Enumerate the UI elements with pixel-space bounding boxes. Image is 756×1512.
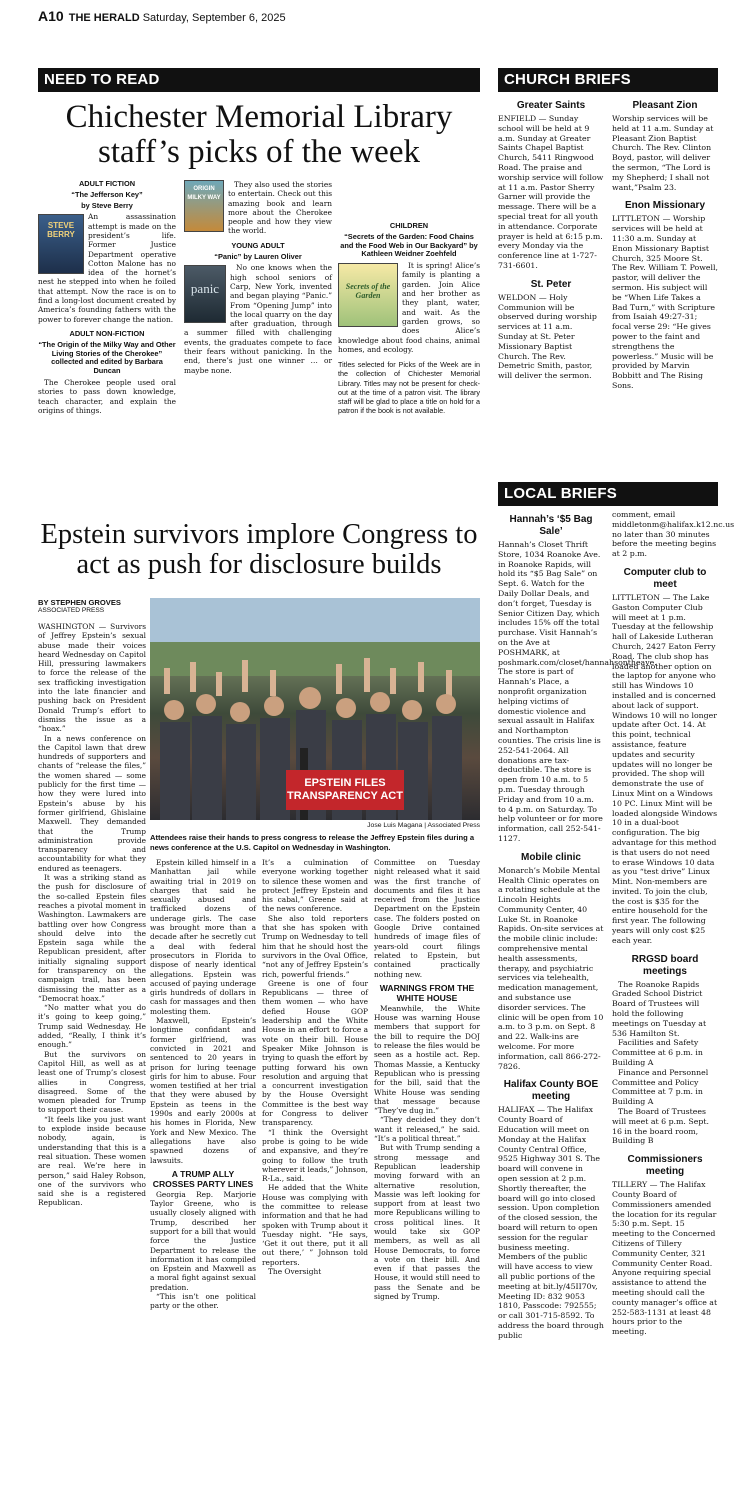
epstein-p4: “No matter what you do it’s going to keep going,” Trump said Wednesday. He added, “Really, I think it’s enough.” [38,1003,146,1050]
paper-name: THE HERALD [68,12,140,24]
library-col-1 [38,180,176,500]
library-col-3 [338,222,480,502]
epstein-col3-p2: She also told reporters that she has spoken with Trump on Wednesday to tell him that he should host the survivors in the Oval Office, “not any of Jeffrey Epstein’s rich, powerful friends.” [262,913,368,979]
adult-nonfiction-label: ADULT NON-FICTION [69,328,145,338]
local-body-hannahs: Hannah’s Closet Thrift Store, 1034 Roanoke Ave. in Roanoke Rapids, will hold its “$5 Bag Sale” on Sept. 6. Watch for the Daily Dollar Deals, and don’t forget, Tuesday is Senior Citizen Day, which includes 15% off the total purchase. Visit Hannah’s on the Ave at POSHMARK, at poshmark.com/closet/hannahsontheave. The store is part of Hannah’s Place, a nonprofit organization helping victims of domestic violence and sexual assault in Halifax and Northampton counties. The crisis line is 252-541-2064. All donations are tax-deductible. The store is open from 10 a.m. to 5 p.m. Tuesday through Friday and from 10 a.m. to 4 p.m. on Saturday. To help volunteer or for more information, call 252-541-1127. [498,540,657,843]
children-title: “Secrets of the Garden: Food Chains and the Food Web in Our Backyard” by Kathleen Weidner Zoehfeld [340,231,478,259]
jefferson-key-cover-text: STEVE BERRY [47,221,75,240]
rrgsd-paragraph: Finance and Personnel Committee and Policy Committee at 7 p.m. in Building A [612,1067,709,1107]
local-briefs-bar: LOCAL BRIEFS [498,482,718,506]
epstein-col3-p5: He added that the White House was complying with the committee to release information and that he had spoken with Trump about it Tuesday night. “He says, ‘Get it out there, put it all out there,’ ” Johnson told reporters. [262,1183,368,1267]
library-col-2 [184,180,332,500]
epstein-headline: Epstein survivors implore Congress to act as push for disclosure builds [40,519,478,580]
epstein-p6: “It feels like you just want to explode inside because nobody, again, is understanding that this is a real situation. These women are real. We’re here in person,” said Haley Robson, one of the survivors who said she is a registered Republican. [38,1114,146,1208]
white-house-subhead: WARNINGS FROM THE WHITE HOUSE [379,982,475,1003]
garden-cover [338,263,398,327]
church-body-st-peter: WELDON — Holy Communion will be observed during worship services at 11 a.m. Sunday at St. Peter Missionary Baptist Church. The Rev. Demetric Smith, pastor, will deliver the sermon. [498,292,597,381]
epstein-col4-p2: Meanwhile, the White House was warning House members that support for the bill to require the DOJ to release the files would be seen as a hostile act. Rep. Thomas Massie, a Kentucky Republican who is pressing for the bill, said that the White House was sending that message because “They’ve dug in.” [374,1003,480,1116]
epstein-col3-p4: “I think the Oversight probe is going to be wide and expansive, and they’re going to follow the truth wherever it leads,” Johnson, R-La., said. [262,1127,368,1184]
transparency-act-placard: EPSTEIN FILES TRANSPARENCY ACT [286,770,404,810]
trees [150,642,480,676]
epstein-col4-p4: But with Trump sending a strong message and Republican leadership moving forward with an alternative resolution, Massie was left looking for support from at least two more Republicans willing to cross political lines. It would take six GOP members, as well as all House Democrats, to force a vote on their bill. And even if that passes the House, it would still need to pass the Senate and be signed by Trump. [374,1143,480,1302]
epstein-col4-p3: “They decided they don’t want it released,” he said. “It’s a political threat.” [374,1115,480,1144]
young-adult-title: “Panic” by Lauren Oliver [214,251,302,261]
local-body-rrgsd [612,980,718,1147]
children-body: It is spring! Alice’s family is planting a garden. Join Alice and her brother as they plant, water, and wait. As the garden grows, so does Alice’s knowledge about food chains, animal homes, and ecology. [338,261,480,354]
church-briefs-bar: CHURCH BRIEFS [498,68,718,92]
rrgsd-paragraph: Facilities and Safety Committee at 6 p.m. in Building A [612,1038,703,1068]
epstein-col2-p3: Georgia Rep. Marjorie Taylor Greene, who is usually closely aligned with Trump, described her support for a bill that would force the Justice Department to release the information it has compiled on Epstein and Maxwell as a moral fight against sexual predation. [150,1189,256,1292]
church-body-greater-saints: ENFIELD — Sunday school will be held at 9 a.m. Sunday at Greater Saints Chapel Baptist Church, 5411 Ringwood Road. The praise and worship service will follow at 11 a.m. Pastor Sherry Garner will provide the message. There will be a special treat for all youth in attendance. Corporate prayer is held at 6:15 p.m. every Monday via the conference line at 1-727-731-6601. [498,114,604,270]
milky-way-cover-text: ORIGIN MILKY WAY [187,186,221,202]
epstein-col3-p1: It’s a culmination of everyone working together to silence these women and protect Jeffrey Epstein and his cabal,” Greene said at the news conference. [262,858,368,914]
epstein-col-2 [150,858,256,1510]
photo-caption: Attendees raise their hands to press congress to release the Jeffrey Epstein files during a news conference at the U.S. Capitol on Wednesday in Washington. [150,833,475,852]
need-to-read-bar: NEED TO READ [38,68,480,92]
adult-fiction-title: “The Jefferson Key” [71,189,143,199]
panic-cover-text: panic [190,281,220,297]
epstein-col-4 [374,858,480,1510]
adult-fiction-body: An assassination attempt is made on the president’s life. Former Justice Department operative Cotton Malone has no idea of the hornet’s nest he stepped into when he foiled that attempt. Now the race is on to find a long-lost document created by America’s founding fathers with the power to forever change the nation. [38,212,176,324]
young-adult-label: YOUNG ADULT [231,240,285,250]
church-head-pleasant-zion: Pleasant Zion [632,100,698,111]
local-head-hannahs: Hannah’s ‘$5 Bag Sale’ [509,514,593,537]
issue-date: Saturday, September 6, 2025 [142,12,286,24]
epstein-byline [38,598,146,624]
local-col-1 [498,510,657,1510]
byline-org: ASSOCIATED PRESS [38,607,105,614]
folio [38,8,718,26]
epstein-p2: In a news conference on the Capitol lawn that drew hundreds of supporters and chants of “release the files,” the women shared — some publicly for the first time — how they were lured into Epstein’s abuse by his former girlfriend, Ghislaine Maxwell. They demanded that the Trump administration provide transparency and accountability for what they endured as teenagers. [38,733,146,873]
local-head-mobile-clinic: Mobile clinic [520,851,581,863]
local-body-boe-cont: comment, email middletonm@halifax.k12.nc.us no later than 30 minutes before the meeting begins at 2 p.m. [612,510,735,559]
church-body-enon: LITTLETON — Worship services will be held at 11:30 a.m. Sunday at Enon Missionary Baptist Church, 325 Moore St. The Rev. William T. Powell, pastor, will deliver the sermon. His subject will be “When Life Takes a Bad Turn,” with Scripture from Isaiah 49:27-31; focal verse 29: “He gives power to the faint and strengthens the powerless.” Music will be provided by Marvin Bobbitt and The Rising Sons. [612,214,718,390]
epstein-p3: It was a striking stand as the push for disclosure of the so-called Epstein files reaches a pivotal moment in Washington. Lawmakers are battling over how Congress should delve into the Epstein saga while the Republican president, after initially signaling support for transparency on the campaign trail, has been dismissing the matter as a “Democrat hoax.” [38,873,146,1003]
church-col-2 [612,96,718,466]
jefferson-key-cover [38,214,84,274]
church-head-enon: Enon Missionary [624,200,705,212]
epstein-col-3 [262,858,368,1510]
epstein-col4-p1: Committee on Tuesday night released what it said was the first tranche of documents and files it has received from the Justice Department on the Epstein case. The folders posted on Google Drive contained hundreds of image files of years-old court filings related to Epstein, but contained practically nothing new. [374,858,480,979]
church-col-1 [498,96,604,466]
milky-way-cover [184,180,224,232]
epstein-p1: WASHINGTON — Survivors of Jeffrey Epstein’s sexual abuse made their voices heard Wednesday on Capitol Hill, pressuring lawmakers to force the release of the sex trafficking investigation into the late financier and pushing back on President Donald Trump’s effort to dismiss the issue as a “hoax.” [38,622,146,734]
young-adult-body: No one knows when the high school seniors of Carp, New York, invented and began playing “Panic.” From “Opening Jump” into the local quarry on the day after graduation, through a summer filled with challenging events, the graduates compete to face their fears without panicking. In the end, there’s just one winner … or maybe none. [184,263,332,375]
trump-ally-subhead: A TRUMP ALLY CROSSES PARTY LINES [152,1168,254,1189]
epstein-col3-p3: Greene is one of four Republicans — three of them women — who have defied House GOP leadership and the White House in an effort to force a vote on their bill. House Speaker Mike Johnson is trying to quash the effort by putting forward his own resolution and arguing that a concurrent investigation by the House Oversight Committee is the best way for Congress to deliver transparency. [262,978,368,1128]
news-conference-photo [150,598,480,820]
epstein-col3-p6: The Oversight [268,1267,322,1277]
adult-nonfiction-body-2: They also used the stories to entertain. Check out this amazing book and learn more about the Cherokee people and how they view the world. [228,180,332,236]
page-number: A10 [38,8,64,24]
epstein-col-1 [38,622,146,1510]
epstein-col2-p2: Maxwell, Epstein’s longtime confidant and former girlfriend, was convicted in 2021 and sentenced to 20 years in prison for luring teenage girls for him to abuse. Four women testified at her trial that they were abused by Epstein as teens in the 1990s and early 2000s at his homes in Florida, New York and New Mexico. The allegations have also spawned dozens of lawsuits. [150,1016,256,1165]
local-col-2 [612,510,735,1510]
photo-credit: Jose Luis Magana | Associated Press [367,822,480,829]
local-head-computer-club: Computer club to meet [623,566,707,590]
library-headline: Chichester Memorial Library staff’s picks of the week [65,99,453,170]
church-head-st-peter: St. Peter [530,278,572,290]
children-label: CHILDREN [389,221,429,230]
adult-fiction-author: by Steve Berry [81,200,133,210]
local-head-commissioners: Commissioners meeting [627,1154,703,1178]
adult-nonfiction-title: “The Origin of the Milky Way and Other Living Stories of the Cherokee” collected and edited by Barbara Duncan [38,339,176,376]
byline-name: BY STEPHEN GROVES [38,598,121,607]
adult-fiction-label: ADULT FICTION [78,179,136,188]
epstein-col2-p1: Epstein killed himself in a Manhattan jail while awaiting trial in 2019 on charges that said he sexually abused and trafficked dozens of underage girls. The case was brought more than a decade after he secretly cut a deal with federal prosecutors in Florida to dispose of nearly identical allegations. Epstein was accused of paying underage girls hundreds of dollars in cash for massages and then molesting them. [150,858,256,1016]
rrgsd-paragraph: The Board of Trustees will meet at 6 p.m. Sept. 16 in the board room, Building B [612,1107,709,1146]
rrgsd-paragraph: The Roanoke Rapids Graded School District Board of Trustees will hold the following meetings on Tuesday at 536 Hamilton St. [612,979,707,1038]
epstein-p5: But the survivors on Capitol Hill, as well as at least one of Trump’s closest allies in Congress, disagreed. Some of the women pleaded for Trump to support their cause. [38,1049,146,1115]
local-head-rrgsd: RRGSD board meetings [631,953,699,977]
church-body-pleasant-zion: Worship services will be held at 11 a.m. Sunday at Pleasant Zion Baptist Church. The Rev. Clinton Boyd, pastor, will deliver the sermon, “The Lord is my Shepherd; I shall not want,”Psalm 23. [612,114,714,192]
local-body-mobile-clinic: Monarch’s Mobile Mental Health Clinic operates on a rotating schedule at the Lincoln Heights Community Center, 40 Luke St. in Roanoke Rapids. On-site services at the mobile clinic include: comprehensive mental health assessments, therapy, and psychiatric services via telehealth, medication management, and substance use disorder services. The clinic will be open from 10 a.m. to 3 p.m. on Sept. 8 and 22. Walk-ins are welcome. For more information, call 866-272-7826. [498,865,604,1071]
library-note: Titles selected for Picks of the Week are in the collection of Chichester Memorial Library. Titles may not be present for check-out at the time of a patron visit. The library staff will be glad to place a title on hold for a patron if the book is not available. [338,360,480,416]
local-head-boe: Halifax County BOE meeting [503,1079,599,1103]
panic-cover [184,265,226,323]
local-body-boe: HALIFAX — The Halifax County Board of Education will meet on Monday at the Halifax County Central Office, 9525 Highway 301 S. The board will convene in open session at 2 p.m. Shortly thereafter, the board will go into closed session. Upon completion of the closed session, the board will return to open session for the regular business meeting. Members of the public will have access to view all public portions of the meeting at bit.ly/45II70v, Meeting ID: 832 9053 1810, Passcode: 792555; or call 301-715-8592. To address the board through public [498,1105,604,1340]
local-body-commissioners: TILLERY — The Halifax County Board of Commissioners amended the location for its regular 5:30 p.m. Sept. 15 meeting to the Concerned Citizens of Tillery Community Center, 321 Community Center Road. Anyone requiring special assistance to attend the meeting should call the county manager’s office at 252-583-1131 at least 48 hours prior to the meeting. [612,1180,718,1337]
local-body-computer-club: LITTLETON — The Lake Gaston Computer Club will meet at 1 p.m. Tuesday at the fellowship hall of Lakeside Lutheran Church, 2427 Eaton Ferry Road. The club shop has loaded another option on the laptop for anyone who still has Windows 10 installed and is concerned about lack of support. Windows 10 will no longer update after Oct. 14. At this point, technical assistance, feature updates and security updates will no longer be provided. The shop will demonstrate the use of Linux Mint on a Windows 10 PC. Linux Mint will be loaded alongside Windows 10 in a dual-boot configuration. The big advantage for this method is that users do not need to erase Windows 10 data as you “test drive” Linux Mint. Non-members are invited. To join the club, the cost is $35 for the entire household for the first year. The following years will only cost $25 each year. [612,592,718,945]
adult-nonfiction-body-1: The Cherokee people used oral stories to pass down knowledge, teach character, and explain the origins of things. [38,377,176,415]
garden-cover-text: Secrets of the Garden [345,282,391,301]
church-head-greater-saints: Greater Saints [516,100,586,111]
epstein-col2-p4: “This isn’t one political party or the other. [150,1292,256,1311]
